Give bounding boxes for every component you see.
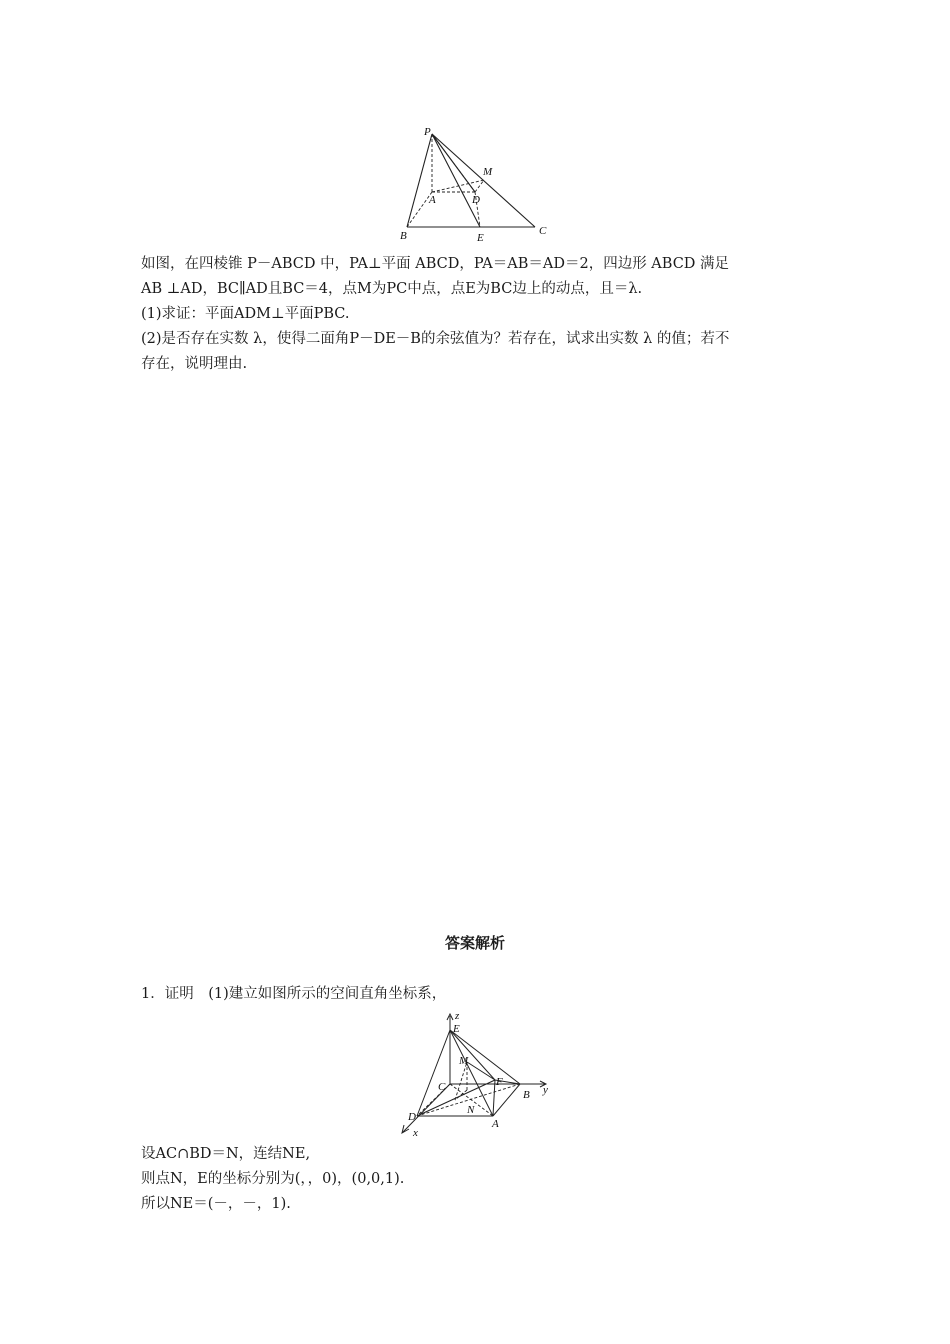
problem-part-1: (1)求证：平面ADM⊥平面PBC. xyxy=(141,306,350,322)
label-e: E xyxy=(477,232,484,244)
label-b: B xyxy=(400,230,407,242)
axis-z-label: z xyxy=(455,1010,460,1022)
problem-line-2: AB ⊥AD，BC∥AD且BC＝4，点M为PC中点，点E为BC边上的动点，且＝λ. xyxy=(141,281,643,297)
label-d: D xyxy=(472,194,480,206)
label-a2: A xyxy=(492,1118,499,1130)
label-e2: E xyxy=(453,1023,460,1035)
label-c2: C xyxy=(438,1081,446,1093)
axis-x-label: x xyxy=(413,1127,418,1138)
problem-line-1: 如图，在四棱锥 P－ABCD 中，PA⊥平面 ABCD，PA＝AB＝AD＝2，四边形 ABCD 满足 xyxy=(141,256,730,272)
axis-y-label: y xyxy=(543,1084,548,1096)
label-f2: F xyxy=(496,1076,503,1088)
problem-text xyxy=(141,252,821,377)
pyramid-diagram xyxy=(395,122,555,247)
answer-body xyxy=(141,1142,821,1217)
answer-line-2: 则点N，E的坐标分别为(，，0)，(0,0,1). xyxy=(141,1171,405,1187)
label-m: M xyxy=(483,166,493,178)
pyramid-figure xyxy=(395,122,555,247)
answer-line-1: 设AC∩BD＝N，连结NE, xyxy=(141,1146,311,1162)
coordinate-diagram xyxy=(395,1010,560,1138)
label-c: C xyxy=(539,225,547,237)
label-d2: D xyxy=(408,1111,416,1123)
answer-heading: 答案解析 xyxy=(444,934,505,952)
label-b2: B xyxy=(523,1089,530,1101)
problem-part-2: (2)是否存在实数 λ，使得二面角P－DE－B的余弦值为？若存在，试求出实数 λ 的值；若不 xyxy=(141,331,730,347)
label-m2: M xyxy=(459,1055,469,1067)
answer-line-3: 所以NE＝(－，－，1). xyxy=(141,1196,291,1212)
label-n2: N xyxy=(467,1104,475,1116)
label-a: A xyxy=(429,194,436,206)
coordinate-figure xyxy=(395,1010,560,1138)
problem-line-5: 存在，说明理由. xyxy=(141,356,248,372)
answer-intro xyxy=(141,982,821,1007)
label-p: P xyxy=(424,126,431,138)
answer-intro-line: 1．证明 (1)建立如图所示的空间直角坐标系， xyxy=(141,986,447,1002)
